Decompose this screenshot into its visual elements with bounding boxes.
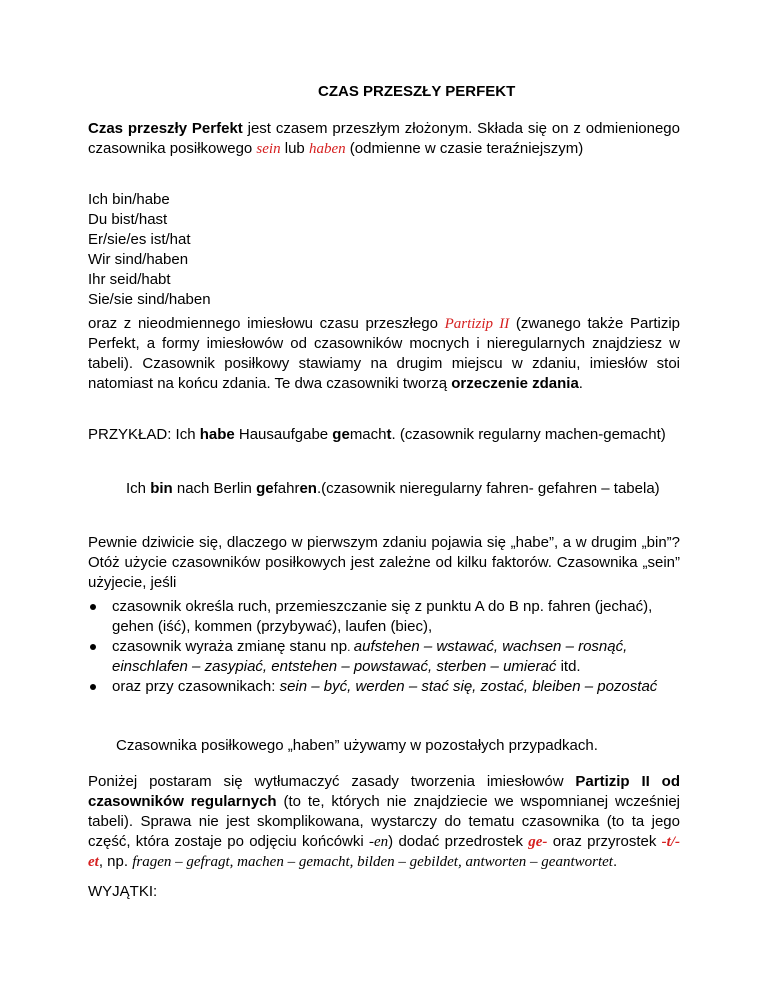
bullet-icon: [90, 684, 96, 690]
bullet-text: itd.: [556, 658, 581, 675]
list-item: [88, 677, 680, 697]
partizip-text-1: oraz z nieodmiennego imiesłowu czasu przeszłego: [88, 315, 445, 332]
bullet-italic: sein – być, werden – stać się, zostać, bleiben – pozostać: [279, 678, 658, 695]
conjugation-line: Sie/sie sind/haben: [88, 291, 211, 308]
partizip-text-3: .: [578, 375, 583, 392]
partizip-text-2: (zwanego także Partizip Perfekt, a formy imiesłowów od czasowników mocnych i nieregularnych znajdziesz w tabeli). Czasownik posiłkowy stawiamy na drugim miejscu w zdaniu, imiesłów stoi natomiast na końcu zdania. Te dwa czasowniki tworzą: [88, 315, 680, 392]
example-text: mach: [349, 426, 387, 443]
usage-bullet-list: [88, 597, 680, 697]
example-text: PRZYKŁAD: Ich: [88, 426, 200, 443]
example-bold: ge: [332, 426, 350, 443]
example-text: . (czasownik regularny machen-gemacht): [391, 426, 666, 443]
rules-text: ) dodać przedrostek: [388, 833, 529, 850]
rules-examples: fragen – gefragt, machen – gemacht, bilden – gebildet, antworten – geantwortet: [132, 854, 613, 870]
intro-text-1: jest czasem przeszłym złożonym. Składa się on z odmienionego czasownika posiłkowego: [88, 120, 680, 157]
example-bold: ge: [256, 480, 274, 497]
list-item: [88, 597, 680, 637]
example-text: .(czasownik nieregularny fahren- gefahren – tabela): [316, 480, 660, 497]
intro-paragraph: [88, 119, 680, 159]
example-text: Ich: [126, 480, 151, 497]
orzeczenie-bold: orzeczenie zdania: [451, 375, 579, 392]
example-bold: bin: [150, 480, 173, 497]
example-bold: en: [299, 480, 317, 497]
example-bold: habe: [199, 426, 235, 443]
haben-term: haben: [308, 141, 346, 157]
page-title: CZAS PRZESZŁY PERFEKT: [318, 83, 516, 100]
rules-text: Poniżej postaram się wytłumaczyć zasady tworzenia imiesłowów: [88, 773, 576, 790]
intro-text-2: lub: [280, 140, 309, 157]
example-1: [88, 425, 680, 445]
intro-text-3: (odmienne w czasie teraźniejszym): [345, 140, 584, 157]
why-paragraph: Pewnie dziwicie się, dlaczego w pierwszym zdaniu pojawia się „habe”, a w drugim „bin”? Otóż użycie czasowników posiłkowych jest zależne od kilku faktorów. Czasownika „sein” użyjecie, jeśli: [88, 534, 680, 591]
conjugation-line: Er/sie/es ist/hat: [88, 231, 191, 248]
rules-bold: Partizip II od czasowników regularnych: [88, 773, 680, 810]
bullet-text: czasownik wyraża zmianę stanu np: [112, 638, 348, 655]
rules-text: (to te, których nie znajdziecie we wspomnianej wcześniej tabeli). Sprawa nie jest skomplikowana, wystarczy do tematu czasownika (to ta jego część, która zostaje po odjęciu końcówki: [88, 793, 681, 850]
bullet-text: czasownik określa ruch, przemieszczanie się z punktu A do B np. fahren (jechać), gehen (iść), kommen (przybywać), laufen (biec),: [112, 598, 653, 635]
conjugation-line: Ihr seid/habt: [88, 271, 171, 288]
conjugation-line: Ich bin/habe: [88, 191, 170, 208]
rules-paragraph: [88, 772, 680, 872]
exceptions-heading: WYJĄTKI:: [88, 883, 158, 900]
bullet-text: .: [347, 640, 354, 654]
example-text: Hausaufgabe: [234, 426, 333, 443]
bullet-icon: [90, 604, 96, 610]
sein-term: sein: [256, 141, 281, 157]
example-2: [88, 479, 680, 499]
rules-en-suffix: -en: [369, 834, 389, 850]
rules-text: .: [612, 853, 618, 870]
rules-text: oraz przyrostek: [547, 833, 662, 850]
conjugation-line: Du bist/hast: [88, 211, 168, 228]
intro-bold: Czas przeszły Perfekt: [88, 120, 243, 137]
example-bold: t: [386, 426, 392, 443]
ge-prefix: ge-: [528, 834, 548, 850]
partizip-paragraph: [88, 314, 680, 394]
rules-text: , np.: [98, 853, 133, 870]
conjugation-line: Wir sind/haben: [88, 251, 189, 268]
bullet-italic: aufstehen – wstawać, wachsen – rosnąć, einschlafen – zasypiać, entstehen – powstawać, sterben – umierać: [112, 638, 628, 675]
partizip-term: Partizip II: [444, 316, 510, 332]
haben-paragraph: Czasownika posiłkowego „haben” używamy w pozostałych przypadkach.: [116, 737, 598, 754]
list-item: [88, 637, 680, 677]
conjugation-list: [88, 190, 211, 310]
example-text: nach Berlin: [172, 480, 257, 497]
t-et-suffix: -t/-et: [88, 834, 680, 870]
example-text: fahr: [273, 480, 300, 497]
bullet-icon: [90, 644, 96, 650]
bullet-text: oraz przy czasownikach:: [112, 678, 280, 695]
